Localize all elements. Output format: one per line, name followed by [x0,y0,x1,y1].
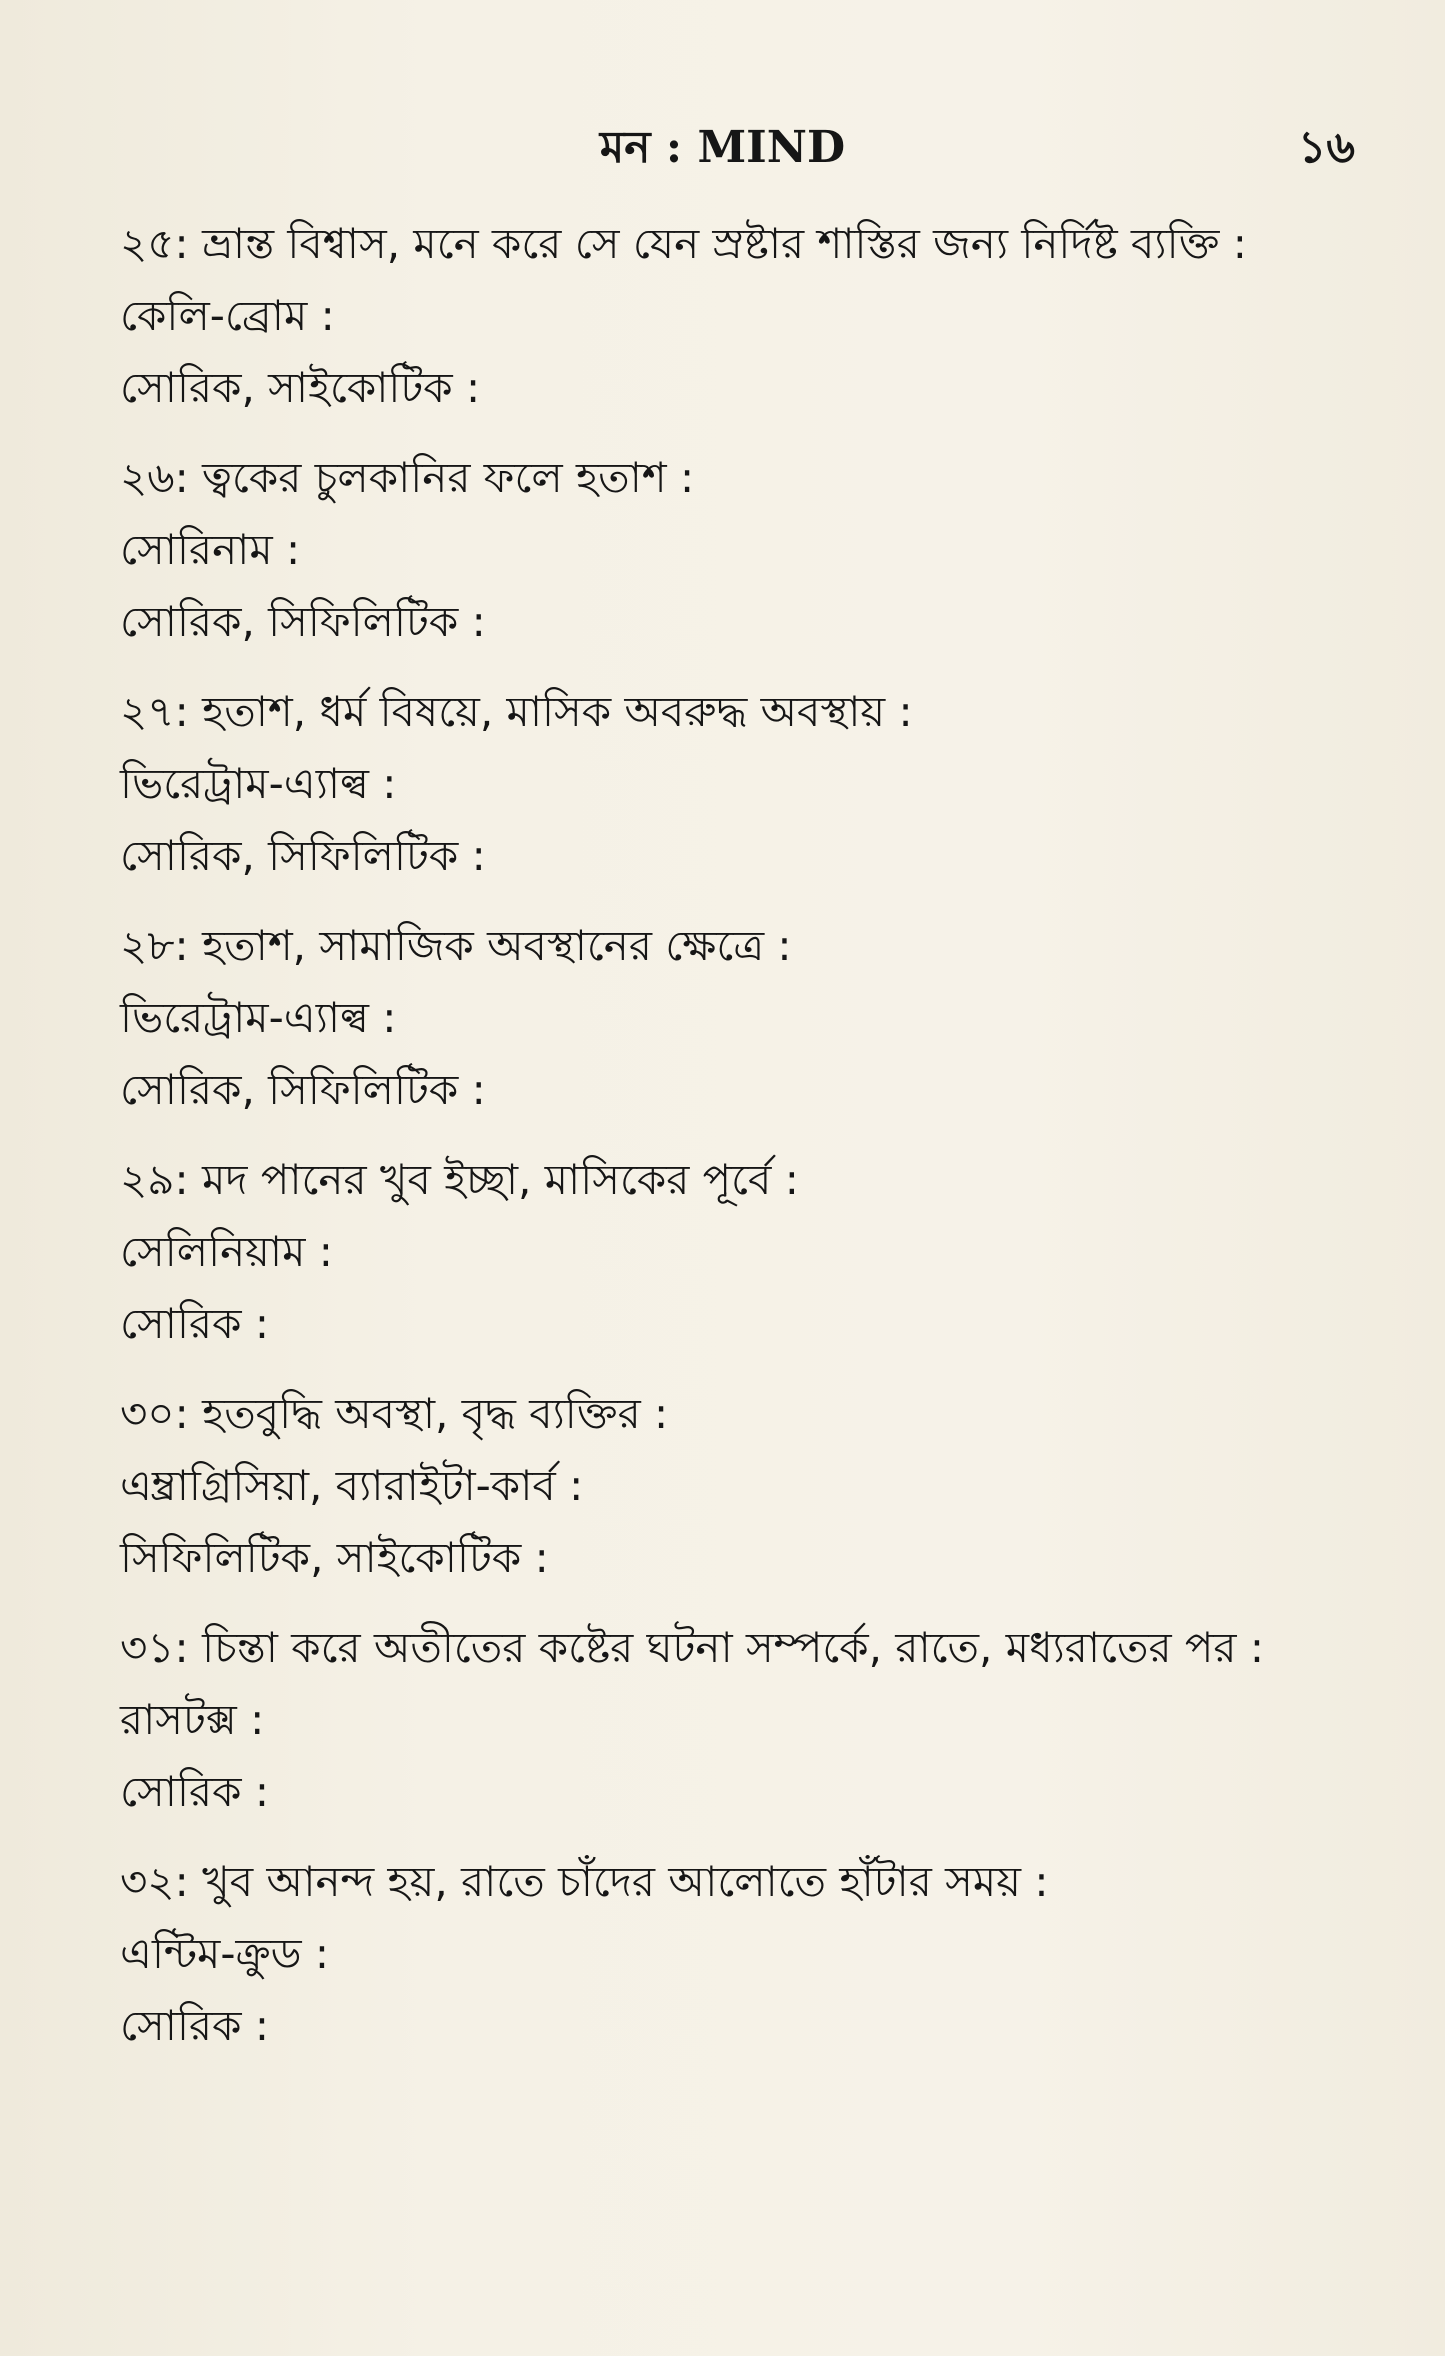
entry-number: ২৫: [120,219,189,268]
rubric-list [120,208,1380,2080]
miasm-line: সোরিক : [120,2001,269,2050]
rubric-text: হতাশ, ধর্ম বিষয়ে, মাসিক অবরুদ্ধ অবস্থায় : [202,687,913,736]
entry-number: ২৭: [120,687,189,736]
rubric-text: চিন্তা করে অতীতের কষ্টের ঘটনা সম্পর্কে, রাতে, মধ্যরাতের পর : [202,1623,1265,1672]
miasm-line: সিফিলিটিক, সাইকোটিক : [120,1533,549,1582]
rubric-line [120,1144,1380,1216]
miasm-line: সোরিক, সাইকোটিক : [120,363,481,412]
remedy-line: রাসটক্স : [120,1695,265,1744]
rubric-text: হতবুদ্ধি অবস্থা, বৃদ্ধ ব্যক্তির : [202,1389,669,1438]
remedy-line: কেলি-ব্রোম : [120,291,335,340]
miasm-line: সোরিক, সিফিলিটিক : [120,831,486,880]
remedy-line: ভিরেট্রাম-এ্যাল্ব : [120,993,397,1042]
rubric-entry [120,676,1380,892]
page-number: ১৬ [1297,122,1355,173]
rubric-line [120,1378,1380,1450]
miasm-line: সোরিক : [120,1767,269,1816]
running-title: মন : MIND [599,122,846,173]
rubric-entry [120,1144,1380,1360]
miasm-line: সোরিক, সিফিলিটিক : [120,1065,486,1114]
remedy-line: এম্ব্রাগ্রিসিয়া, ব্যারাইটা-কার্ব : [120,1461,584,1510]
rubric-text: খুব আনন্দ হয়, রাতে চাঁদের আলোতে হাঁটার সময় : [202,1857,1049,1906]
miasm-line: সোরিক, সিফিলিটিক : [120,597,486,646]
entry-number: ৩০: [120,1389,189,1438]
rubric-line [120,910,1380,982]
rubric-entry [120,208,1380,424]
remedy-line: সেলিনিয়াম : [120,1227,333,1276]
entry-number: ২৮: [120,921,189,970]
entry-number: ২৬: [120,453,189,502]
rubric-entry [120,1846,1380,2062]
remedy-line: এন্টিম-ক্রুড : [120,1929,330,1978]
rubric-text: মদ পানের খুব ইচ্ছা, মাসিকের পূর্বে : [202,1155,799,1204]
miasm-line: সোরিক : [120,1299,269,1348]
rubric-entry [120,910,1380,1126]
remedy-line: ভিরেট্রাম-এ্যাল্ব : [120,759,397,808]
rubric-line [120,208,1380,280]
rubric-entry [120,1378,1380,1594]
rubric-line [120,676,1380,748]
rubric-entry [120,1612,1380,1828]
rubric-text: ভ্রান্ত বিশ্বাস, মনে করে সে যেন স্রষ্টার শাস্তির জন্য নির্দিষ্ট ব্যক্তি : [202,219,1247,268]
page-header [0,118,1445,178]
remedy-line: সোরিনাম : [120,525,301,574]
rubric-line [120,1612,1380,1684]
rubric-line [120,442,1380,514]
rubric-text: হতাশ, সামাজিক অবস্থানের ক্ষেত্রে : [202,921,792,970]
entry-number: ২৯: [120,1155,189,1204]
rubric-text: ত্বকের চুলকানির ফলে হতাশ : [202,453,695,502]
entry-number: ৩২: [120,1857,189,1906]
entry-number: ৩১: [120,1623,189,1672]
rubric-entry [120,442,1380,658]
rubric-line [120,1846,1380,1918]
